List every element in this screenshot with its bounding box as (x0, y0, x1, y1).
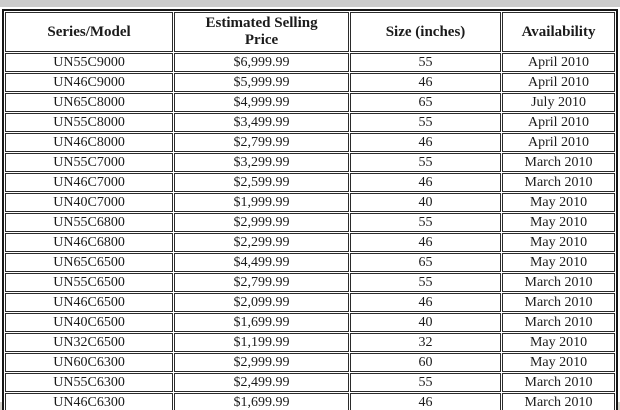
cell-model: UN65C6500 (5, 253, 173, 272)
cell-price: $4,999.99 (174, 93, 349, 112)
column-header-size-inches (350, 12, 501, 52)
cell-size: 55 (350, 273, 501, 292)
tv-pricing-table (2, 9, 618, 410)
cell-availability: March 2010 (502, 313, 615, 332)
cell-availability: April 2010 (502, 113, 615, 132)
cell-size: 46 (350, 173, 501, 192)
table-row (5, 153, 615, 172)
table-header-row (5, 12, 615, 52)
cell-size: 55 (350, 213, 501, 232)
table-row (5, 353, 615, 372)
cell-size: 55 (350, 53, 501, 72)
cell-model: UN40C7000 (5, 193, 173, 212)
cell-size: 46 (350, 233, 501, 252)
cell-availability: March 2010 (502, 393, 615, 410)
table-row (5, 333, 615, 352)
cell-size: 46 (350, 293, 501, 312)
table-row (5, 173, 615, 192)
cell-price: $1,199.99 (174, 333, 349, 352)
column-header-label: Size (inches) (385, 23, 466, 40)
cell-availability: May 2010 (502, 333, 615, 352)
cell-model: UN55C7000 (5, 153, 173, 172)
column-header-estimated-selling-price (174, 12, 349, 52)
table-body (5, 53, 615, 410)
cell-price: $4,499.99 (174, 253, 349, 272)
cell-size: 40 (350, 193, 501, 212)
cell-availability: April 2010 (502, 133, 615, 152)
cell-model: UN46C6500 (5, 293, 173, 312)
cell-size: 55 (350, 373, 501, 392)
cell-price: $2,299.99 (174, 233, 349, 252)
cell-price: $3,499.99 (174, 113, 349, 132)
cell-size: 65 (350, 253, 501, 272)
page-gutter-top (0, 0, 620, 7)
cell-price: $2,799.99 (174, 273, 349, 292)
cell-price: $1,699.99 (174, 393, 349, 410)
cell-availability: July 2010 (502, 93, 615, 112)
table-row (5, 373, 615, 392)
table-row (5, 193, 615, 212)
cell-size: 55 (350, 153, 501, 172)
column-header-label: Estimated Selling Price (205, 15, 318, 48)
cell-model: UN46C6800 (5, 233, 173, 252)
cell-availability: April 2010 (502, 73, 615, 92)
cell-model: UN55C6500 (5, 273, 173, 292)
column-header-label: Series/Model (47, 23, 131, 40)
table-row (5, 313, 615, 332)
cell-size: 55 (350, 113, 501, 132)
table-row (5, 293, 615, 312)
cell-model: UN55C6300 (5, 373, 173, 392)
column-header-availability (502, 12, 615, 52)
cell-price: $5,999.99 (174, 73, 349, 92)
cell-model: UN60C6300 (5, 353, 173, 372)
cell-model: UN55C6800 (5, 213, 173, 232)
cell-model: UN55C9000 (5, 53, 173, 72)
cell-price: $6,999.99 (174, 53, 349, 72)
cell-model: UN46C9000 (5, 73, 173, 92)
table-row (5, 73, 615, 92)
cell-availability: March 2010 (502, 173, 615, 192)
table-row (5, 113, 615, 132)
cell-model: UN55C8000 (5, 113, 173, 132)
cell-model: UN40C6500 (5, 313, 173, 332)
cell-availability: May 2010 (502, 353, 615, 372)
cell-model: UN65C8000 (5, 93, 173, 112)
cell-price: $2,999.99 (174, 353, 349, 372)
cell-size: 65 (350, 93, 501, 112)
cell-availability: May 2010 (502, 193, 615, 212)
cell-availability: March 2010 (502, 273, 615, 292)
table-row (5, 233, 615, 252)
cell-size: 46 (350, 133, 501, 152)
table-row (5, 53, 615, 72)
cell-model: UN46C7000 (5, 173, 173, 192)
cell-size: 60 (350, 353, 501, 372)
table-row (5, 273, 615, 292)
cell-price: $2,099.99 (174, 293, 349, 312)
cell-price: $2,999.99 (174, 213, 349, 232)
table-row (5, 213, 615, 232)
cell-size: 46 (350, 73, 501, 92)
cell-availability: April 2010 (502, 53, 615, 72)
cell-availability: May 2010 (502, 233, 615, 252)
cell-availability: March 2010 (502, 373, 615, 392)
cell-price: $1,999.99 (174, 193, 349, 212)
cell-availability: March 2010 (502, 293, 615, 312)
cell-availability: May 2010 (502, 253, 615, 272)
table-row (5, 93, 615, 112)
cell-model: UN32C6500 (5, 333, 173, 352)
cell-size: 40 (350, 313, 501, 332)
table-row (5, 393, 615, 410)
column-header-series-model (5, 12, 173, 52)
cell-model: UN46C8000 (5, 133, 173, 152)
table-row (5, 253, 615, 272)
cell-availability: March 2010 (502, 153, 615, 172)
cell-price: $2,499.99 (174, 373, 349, 392)
cell-size: 32 (350, 333, 501, 352)
cell-price: $2,599.99 (174, 173, 349, 192)
cell-availability: May 2010 (502, 213, 615, 232)
cell-price: $2,799.99 (174, 133, 349, 152)
table-row (5, 133, 615, 152)
column-header-label: Availability (521, 23, 596, 40)
cell-size: 46 (350, 393, 501, 410)
cell-price: $3,299.99 (174, 153, 349, 172)
cell-price: $1,699.99 (174, 313, 349, 332)
cell-model: UN46C6300 (5, 393, 173, 410)
